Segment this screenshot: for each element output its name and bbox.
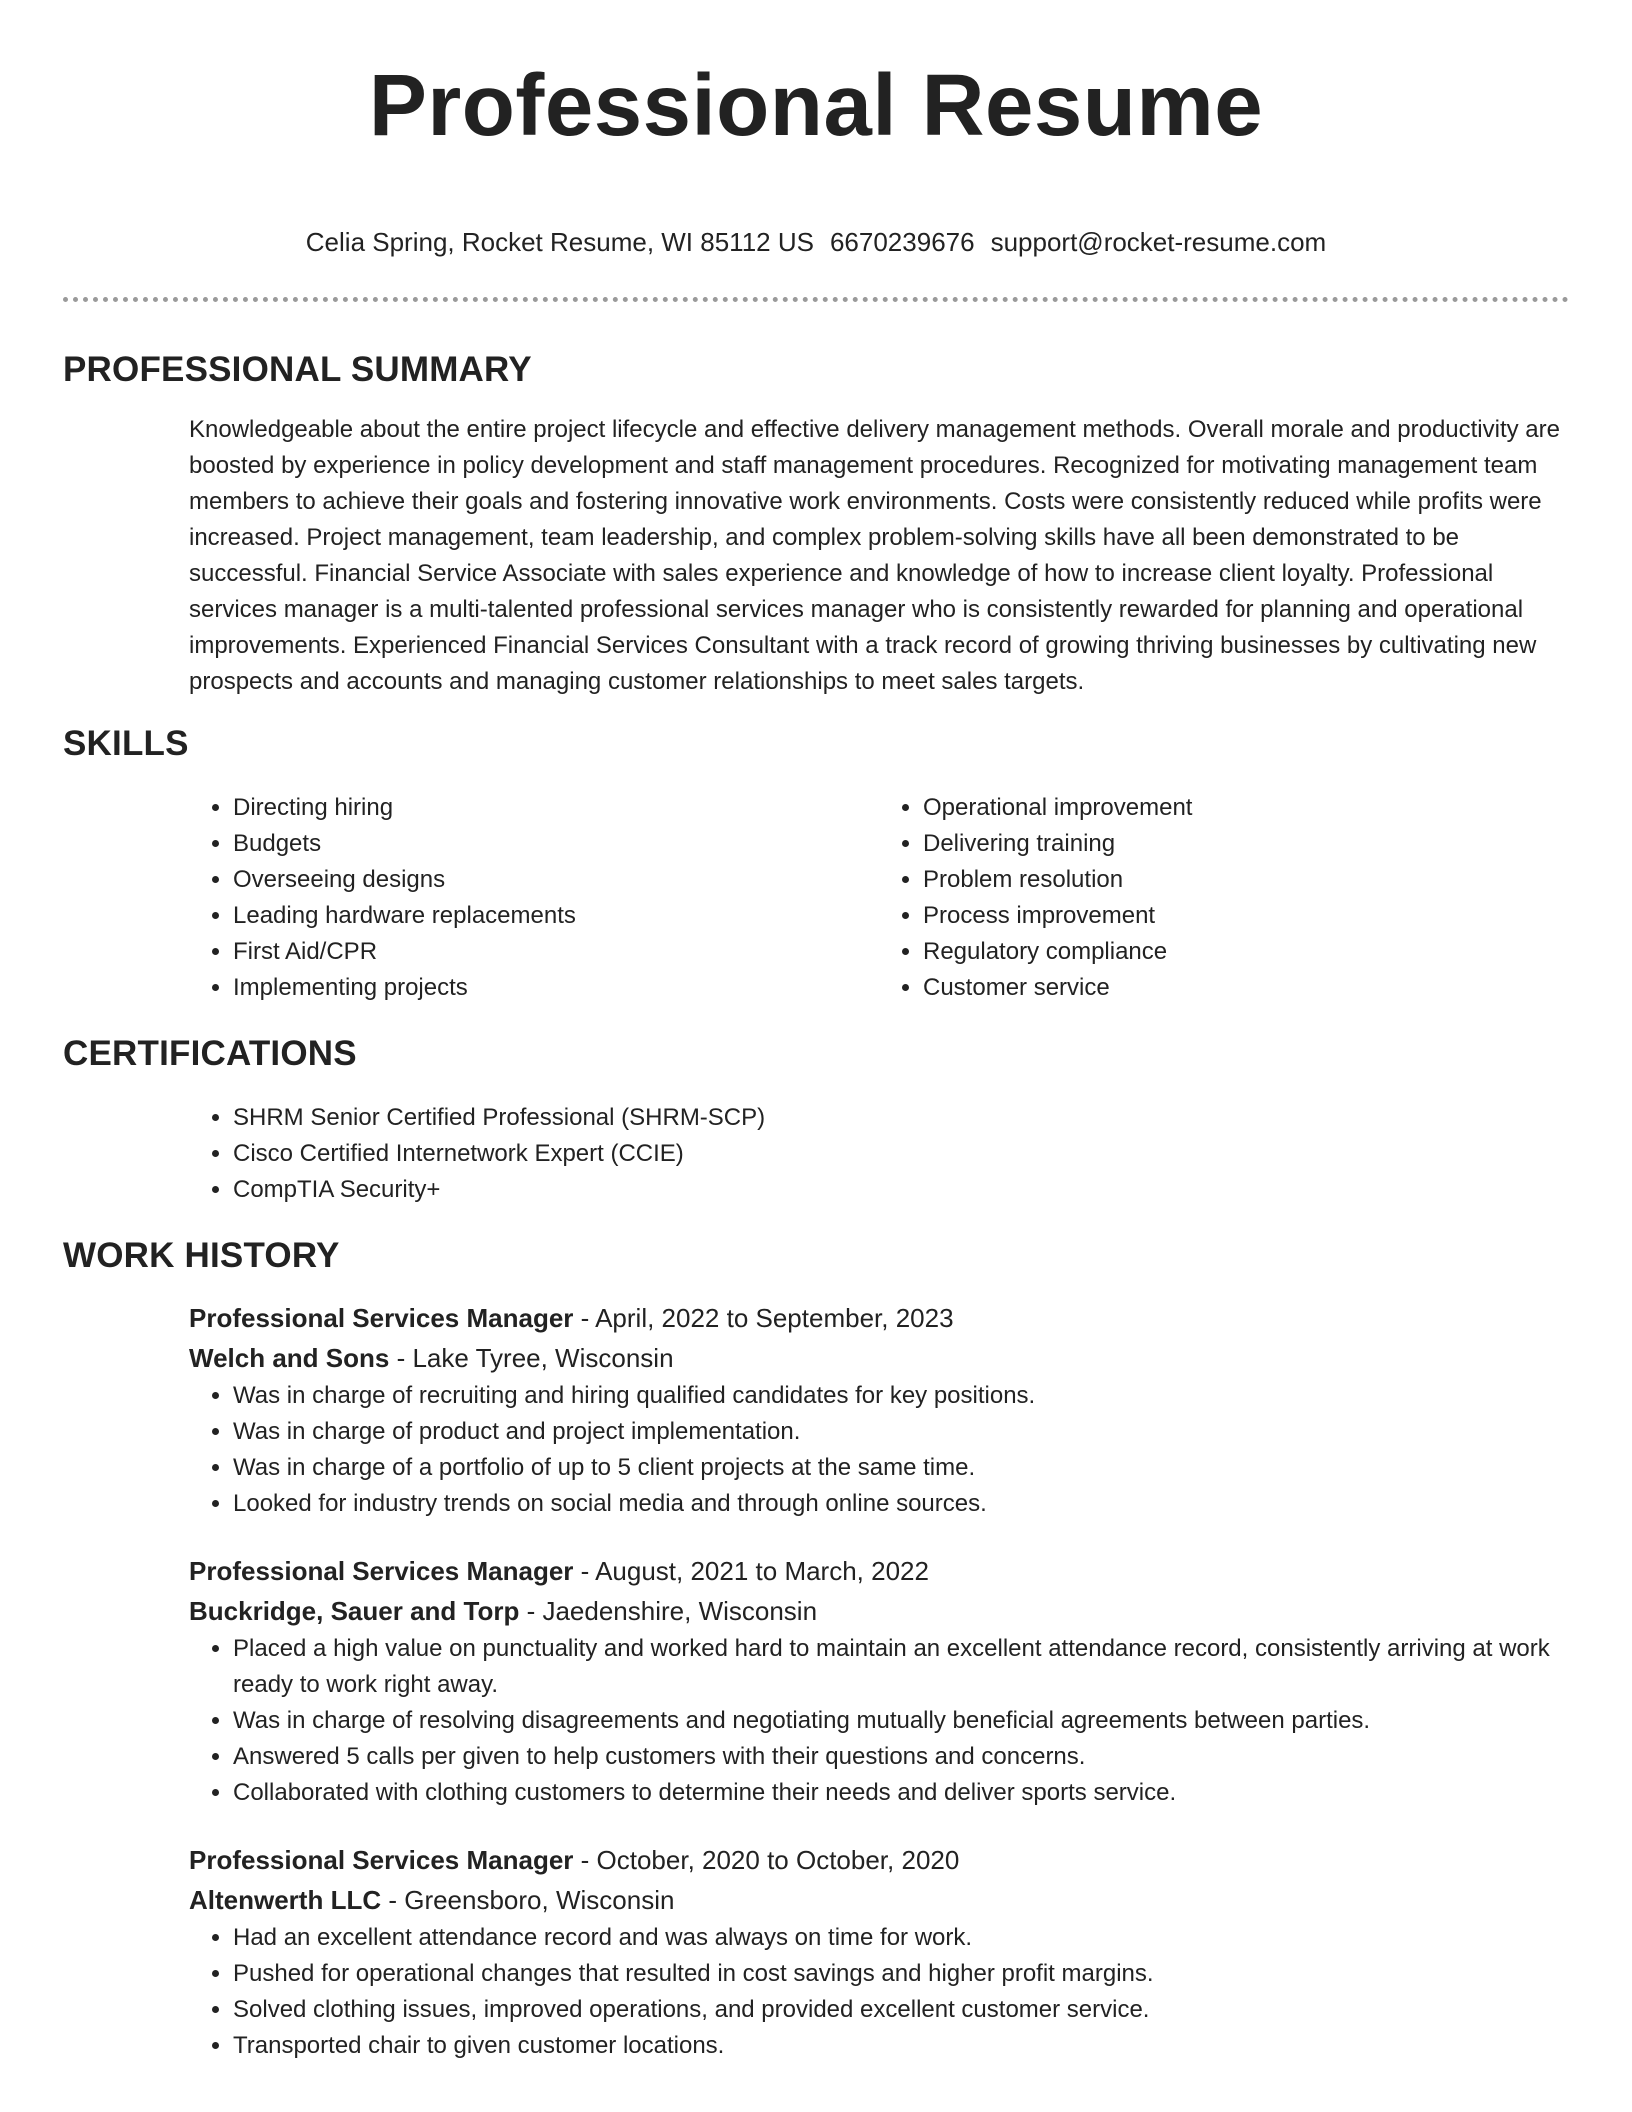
skill-item: • Operational improvement xyxy=(923,790,1569,826)
certifications-list xyxy=(189,1100,1569,1208)
job-duty: • Solved clothing issues, improved operations, and provided excellent customer service. xyxy=(233,1992,1569,2028)
job-company: Altenwerth LLC xyxy=(189,1885,382,1915)
job-duties-list xyxy=(189,1378,1569,1522)
job-duty: • Looked for industry trends on social media and through online sources. xyxy=(233,1486,1569,1522)
skill-item: • Leading hardware replacements xyxy=(233,898,879,934)
header-divider xyxy=(63,297,1569,302)
job-duties-list xyxy=(189,1920,1569,2064)
skills-list-right xyxy=(879,790,1569,1006)
skill-item: • Regulatory compliance xyxy=(923,934,1569,970)
skill-item: • First Aid/CPR xyxy=(233,934,879,970)
job-duty: • Was in charge of product and project implementation. xyxy=(233,1414,1569,1450)
certification-item: • Cisco Certified Internetwork Expert (CCIE) xyxy=(233,1136,1569,1172)
job-title-line xyxy=(189,1551,1569,1591)
contact-address: Celia Spring, Rocket Resume, WI 85112 US xyxy=(305,227,814,257)
skills-list-left xyxy=(189,790,879,1006)
job-company-line xyxy=(189,1338,1569,1378)
skills-grid xyxy=(63,790,1569,1006)
job-duty: • Was in charge of a portfolio of up to 5 client projects at the same time. xyxy=(233,1450,1569,1486)
skills-heading: SKILLS xyxy=(63,724,189,763)
skill-item: • Process improvement xyxy=(923,898,1569,934)
job-dates: - October, 2020 to October, 2020 xyxy=(573,1845,960,1875)
job-duties-list xyxy=(189,1631,1569,1811)
job-duty: • Placed a high value on punctuality and worked hard to maintain an excellent attendance record, consistently arriving at work ready to work right away. xyxy=(233,1631,1569,1703)
job-location: - Jaedenshire, Wisconsin xyxy=(519,1596,818,1626)
skill-item: • Overseeing designs xyxy=(233,862,879,898)
job-dates: - August, 2021 to March, 2022 xyxy=(573,1556,929,1586)
job-title-line xyxy=(189,1840,1569,1880)
job-dates: - April, 2022 to September, 2023 xyxy=(573,1303,954,1333)
job-duty: • Answered 5 calls per given to help customers with their questions and concerns. xyxy=(233,1739,1569,1775)
contact-phone: 6670239676 xyxy=(829,227,975,257)
job-company: Welch and Sons xyxy=(189,1343,390,1373)
job-title: Professional Services Manager xyxy=(189,1845,574,1875)
skill-item: • Customer service xyxy=(923,970,1569,1006)
contact-email: support@rocket-resume.com xyxy=(990,227,1327,257)
work-history-heading: WORK HISTORY xyxy=(63,1236,340,1275)
job-duty: • Transported chair to given customer locations. xyxy=(233,2028,1569,2064)
job-location: - Greensboro, Wisconsin xyxy=(381,1885,675,1915)
certifications-block xyxy=(63,1100,1569,1208)
job-title: Professional Services Manager xyxy=(189,1303,574,1333)
skill-item: • Directing hiring xyxy=(233,790,879,826)
job-company-line xyxy=(189,1880,1569,1920)
skill-item: • Budgets xyxy=(233,826,879,862)
certifications-heading: CERTIFICATIONS xyxy=(63,1034,357,1073)
skill-item: • Problem resolution xyxy=(923,862,1569,898)
job-duty: • Was in charge of recruiting and hiring qualified candidates for key positions. xyxy=(233,1378,1569,1414)
certification-item: • SHRM Senior Certified Professional (SHRM-SCP) xyxy=(233,1100,1569,1136)
job-company: Buckridge, Sauer and Torp xyxy=(189,1596,520,1626)
skill-item: • Delivering training xyxy=(923,826,1569,862)
contact-line xyxy=(63,224,1569,260)
job-duty: • Collaborated with clothing customers to determine their needs and deliver sports service. xyxy=(233,1775,1569,1811)
summary-text: Knowledgeable about the entire project lifecycle and effective delivery management methods. Overall morale and productivity are boosted by experience in policy development and staff management procedures. Recognized for motivating management team members to achieve their goals and fostering innovative work environments. Costs were consistently reduced while profits were increased. Project management, team leadership, and complex problem-solving skills have all been demonstrated to be successful. Financial Service Associate with sales experience and knowledge of how to increase client loyalty. Professional services manager is a multi-talented professional services manager who is consistently rewarded for planning and operational improvements. Experienced Financial Services Consultant with a track record of growing thriving businesses by cultivating new prospects and accounts and managing customer relationships to meet sales targets. xyxy=(189,416,1560,695)
job-title-line xyxy=(189,1298,1569,1338)
skill-item: • Implementing projects xyxy=(233,970,879,1006)
certification-item: • CompTIA Security+ xyxy=(233,1172,1569,1208)
job-title: Professional Services Manager xyxy=(189,1556,574,1586)
page-title: Professional Resume xyxy=(368,57,1264,154)
job-duty: • Had an excellent attendance record and was always on time for work. xyxy=(233,1920,1569,1956)
job-entry xyxy=(63,1298,1569,1522)
job-entry xyxy=(63,1551,1569,1811)
job-company-line xyxy=(189,1591,1569,1631)
summary-heading: PROFESSIONAL SUMMARY xyxy=(63,350,532,389)
job-location: - Lake Tyree, Wisconsin xyxy=(389,1343,674,1373)
job-entry xyxy=(63,1840,1569,2064)
job-duty: • Pushed for operational changes that resulted in cost savings and higher profit margins. xyxy=(233,1956,1569,1992)
job-duty: • Was in charge of resolving disagreements and negotiating mutually beneficial agreements between parties. xyxy=(233,1703,1569,1739)
